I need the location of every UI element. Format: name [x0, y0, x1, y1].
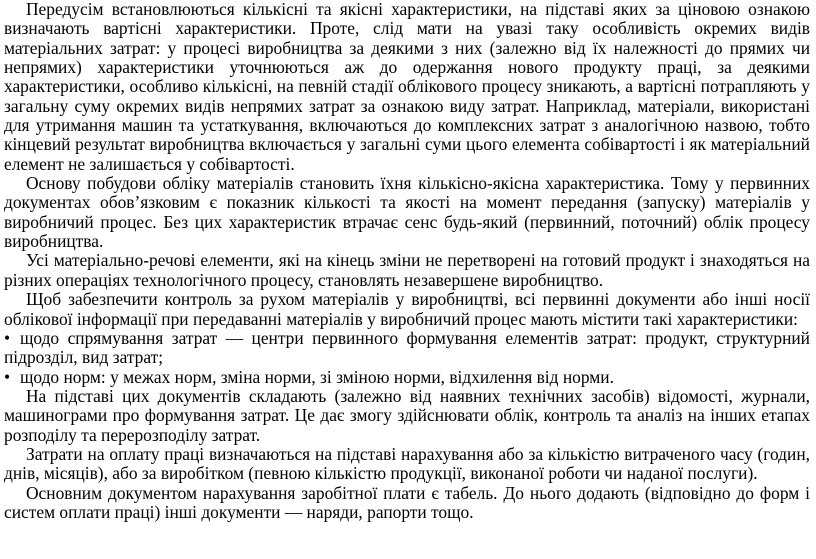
bullet-item-text: щодо норм: у межах норм, зміна норми, зі зміною норми, відхилення від норми. — [20, 366, 614, 387]
paragraph-attributes-intro: Передусім встановлюються кількісні та якісні характеристики, на підставі яких за ціновою ознакою визначають вартісні характеристики. Проте, слід мати на увазі таку особливість окремих видів матеріальних затрат: у процесі виробництва за деякими з них (залежно від їх належності до прямих чи непрямих) характеристики уточнюються аж до одержання нового продукту праці, за деякими характеристики, особливо кількісні, на певній стадії облікового процесу зникають, а вартісні потрапляють у загальну суму окремих видів непрямих затрат за ознакою виду затрат. Наприклад, матеріали, використані для утримання машин та устаткування, включаються до комплексних затрат з аналогічною назвою, тобто кінцевий результат виробництва включається у загальні суми цього елемента собівартості і як матеріальний елемент не залишається у собівартості. — [4, 0, 810, 174]
paragraph-accounting-basis: Основу побудови обліку матеріалів становить їхня кількісно-якісна характеристика. Тому у первинних документах обов’язковим є показник кількості та якості на момент передання (запуску) матеріалів у виробничий процес. Без цих характеристик втрачає сенс будь-який (первинний, поточний) облік процесу виробництва. — [4, 173, 810, 252]
paragraph-registers: На підставі цих документів складають (залежно від наявних технічних засобів) відомості, журнали, машинограми про формування затрат. Це дає змогу здійснювати облік, контроль та аналіз на інших етапах розподілу та перерозподілу затрат. — [4, 385, 810, 445]
paragraph-document-requirements: Щоб забезпечити контроль за рухом матеріалів у виробництві, всі первинні документи або інші носії облікової інформації при передаванні матеріалів у виробничий процес мають містити такі характеристики: — [4, 289, 810, 329]
paragraph-labor-costs: Затрати на оплату праці визначаються на підставі нарахування або за кількістю витраченого часу (годин, днів, місяців), або за виробітком (певною кількістю продукції, виконаної роботи чи наданої послуги). — [4, 443, 810, 484]
paragraph-timesheet: Основним документом нарахування заробітної плати є табель. До нього додають (відповідно до форм і систем оплати праці) інші документи — наряди, рапорти тощо. — [4, 482, 810, 522]
paragraph-work-in-progress: Усі матеріально-речові елементи, які на кінець зміни не перетворені на готовий продукт і знаходяться на різних операціях технологічного процесу, становлять незавершене виробництво. — [4, 250, 810, 290]
bullet-item-cost-direction — [4, 329, 810, 368]
bullet-item-text: щодо спрямування затрат — центри первинного формування елементів затрат: продукт, структурний підрозділ, вид затрат; — [4, 327, 810, 368]
bullet-item-norms — [4, 368, 810, 387]
bullet-icon: • — [4, 366, 11, 387]
bullet-icon: • — [4, 327, 11, 348]
